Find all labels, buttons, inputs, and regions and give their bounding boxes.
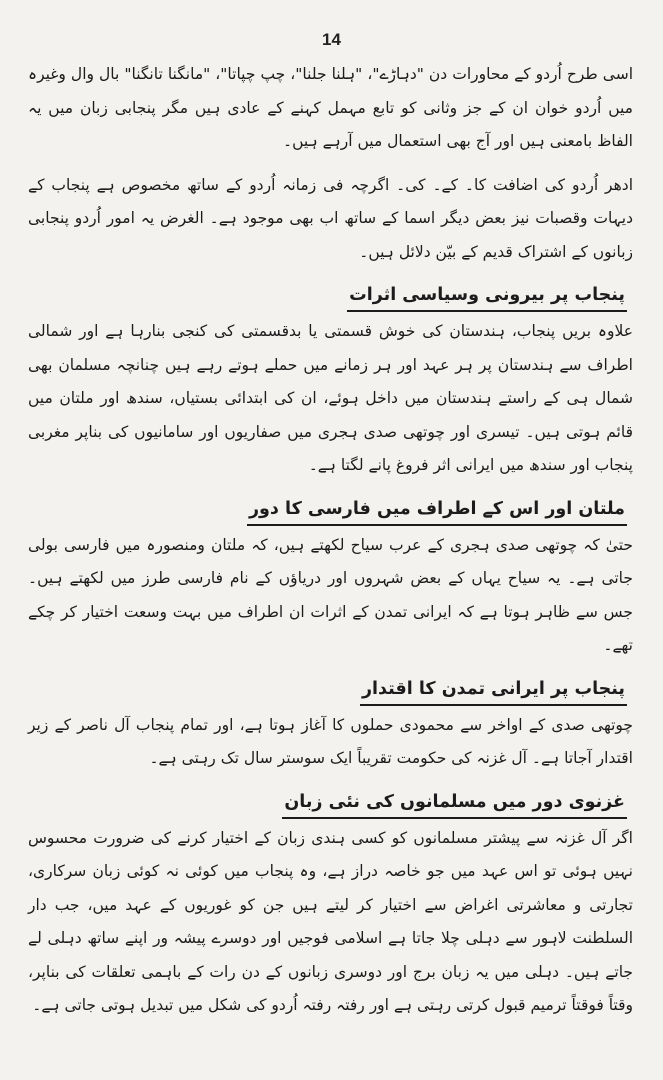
paragraph-mahmud-attacks: چوتھی صدی کے اواخر سے محمودی حملوں کا آغاز ہوتا ہے، اور تمام پنجاب آل ناصر کے زیر اقتدار آجاتا ہے۔ آل غزنہ کی حکومت تقریباً ایک سوستر سال تک رہتی ہے۔ <box>28 715 633 767</box>
paragraph-arab-travellers: حتیٰ کہ چوتھی صدی ہجری کے عرب سیاح لکھتے ہیں، کہ ملتان ومنصورہ میں فارسی بولی جاتی ہے۔ یہ سیاح یہاں کے بعض شہروں اور دریاؤں کے نام فارسی طرز میں لکھتے ہیں۔ جس سے ظاہر ہوتا ہے کہ ایرانی تمدن کے اثرات ان اطراف میں بہت وسعت اختیار کر چکے تھے۔ <box>28 535 633 654</box>
heading-foreign-political-influences <box>28 279 633 313</box>
paragraph-urdu-idioms: اسی طرح اُردو کے محاورات دن "دہاڑے"، "ہلنا جلنا"، چپ چپاتا"، "مانگنا تانگنا" بال وال وغیرہ میں اُردو خوان ان کے جز وثانی کو تابع مہمل کہنے کے عادی ہیں مگر پنجابی زبان میں یہ الفاظ بامعنی ہیں اور آج بھی استعمال میں آرہے ہیں۔ <box>28 65 633 150</box>
section-heading: غزنوی دور میں مسلمانوں کی نئی زبان <box>282 788 627 819</box>
heading-iranian-civilization <box>28 673 633 707</box>
section-heading: پنجاب پر بیرونی وسیاسی اثرات <box>347 281 627 312</box>
paragraph-urdu-izafat: ادھر اُردو کی اضافت کا۔ کے۔ کی۔ اگرچہ فی زمانہ اُردو کے ساتھ مخصوص ہے پنجاب کے دیہات وقصبات نیز بعض دیگر اسما کے ساتھ اب بھی موجود ہے۔ الغرض یہ امور اُردو پنجابی زبانوں کے اشتراک قدیم کے بیّن دلائل ہیں۔ <box>28 175 633 261</box>
paragraph-punjab-invasions: علاوہ بریں پنجاب، ہندستان کی خوش قسمتی یا بدقسمتی کی کنجی بنارہا ہے اور شمالی اطراف سے ہندستان پر ہر عہد اور ہر زمانے میں حملے ہوتے رہے ہیں چنانچہ مسلمان بھی شمال ہی کے راستے ہندستان میں داخل ہوئے، ان کی ابتدائی بستیاں، سندھ اور ملتان میں قائم ہوتی ہیں۔ تیسری اور چوتھی صدی ہجری میں صفاریوں اور سامانیوں کی بناپر مغربی پنجاب اور سندھ میں ایرانی اثر فروغ پانے لگتا ہے۔ <box>28 322 633 474</box>
heading-ghaznavi-new-language <box>28 786 633 820</box>
page-number: 14 <box>322 30 341 49</box>
paragraph-ghaznavi-language: اگر آل غزنہ سے پیشتر مسلمانوں کو کسی ہندی زبان کے اختیار کرنے کی ضرورت محسوس نہیں ہوئی تو اس عہد میں جو خاصہ دراز ہے، وہ پنجاب میں کوئی نہ کوئی زبان سرکاری، تجارتی و معاشرتی اغراض سے اختیار کر لیتے ہیں جن کو غوریوں کے عہد میں، جب دار السلطنت لاہور سے دہلی چلا جاتا ہے اسلامی فوجیں اور دوسرے پیشہ ور اپنے ساتھ دہلی لے جاتے ہیں۔ دہلی میں یہ زبان برج اور دوسری زبانوں کے دن رات کے باہمی تعلقات کی بناپر، وقتاً فوقتاً ترمیم قبول کرتی رہتی ہے اور رفتہ رفتہ اُردو کی شکل میں تبدیل ہوتی جاتی ہے۔ <box>28 828 633 1014</box>
section-heading: ملتان اور اس کے اطراف میں فارسی کا دور <box>247 495 627 526</box>
section-heading: پنجاب پر ایرانی تمدن کا اقتدار <box>360 675 627 706</box>
page-content <box>28 58 633 1033</box>
heading-multan-persian-era <box>28 493 633 527</box>
